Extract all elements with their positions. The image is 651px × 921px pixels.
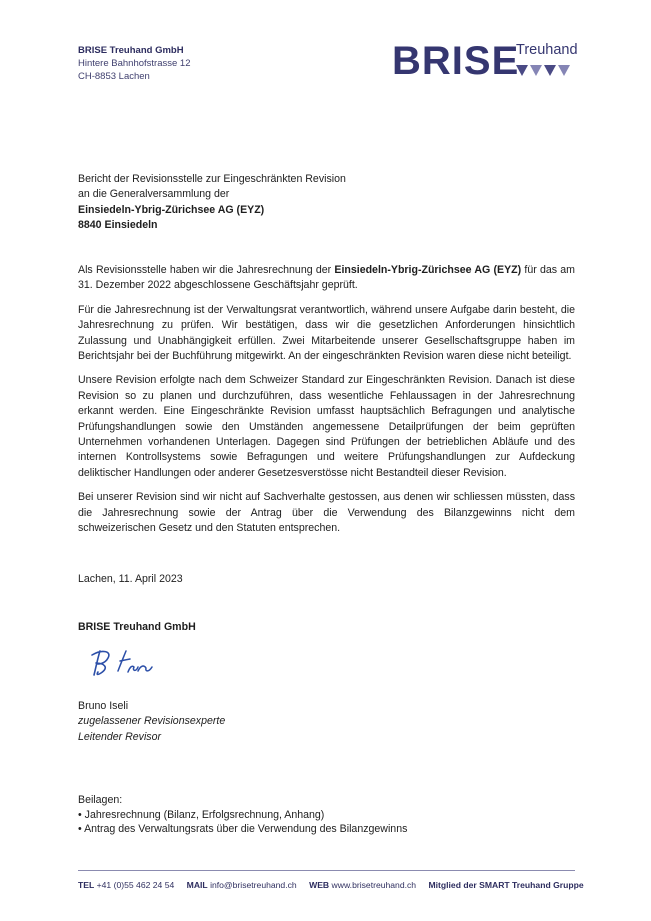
sender-company: BRISE Treuhand GmbH (78, 45, 184, 56)
recipient-block (78, 172, 346, 233)
logo-subtitle: Treuhand (516, 42, 578, 58)
sender-address (78, 44, 190, 83)
recipient-line: an die Generalversammlung der (78, 188, 230, 201)
signature-icon (88, 645, 168, 685)
recipient-company: Einsiedeln-Ybrig-Zürichsee AG (EYZ) (78, 203, 265, 216)
report-title: Bericht der Revisionsstelle zur Eingeschränkten Revision (78, 173, 346, 185)
signer-name: Bruno Iseli (78, 700, 129, 712)
paragraph-2: Für die Jahresrechnung ist der Verwaltungsrat verantwortlich, während unsere Aufgabe darin besteht, die Jahresrechnung zu prüfen. Wir bestätigen, dass wir die gesetzlichen Anforderungen hinsichtlich Zulassung und Unabhängigkeit erfüllen. Zwei Mitarbeitende unserer Gesellschaftsgruppe haben im Berichtsjahr bei der Buchführung mitgewirkt. An der eingeschränkten Revision waren diese nicht beteiligt. (78, 303, 575, 363)
footer-divider (78, 870, 575, 871)
signer-block (78, 699, 225, 745)
signer-role: zugelassener Revisionsexperte (78, 715, 226, 728)
attachment-item: • Antrag des Verwaltungsrats über die Verwendung des Bilanzgewinns (78, 823, 408, 836)
paragraph-4: Bei unserer Revision sind wir nicht auf Sachverhalte gestossen, aus denen wir schliessen müssten, dass die Jahresrechnung sowie der Antrag über die Verwendung des Bilanzgewinns nicht dem schweizerischen Gesetz und den Statuten entsprechen. (78, 491, 575, 535)
footer-member: Mitglied der SMART Treuhand Gruppe (428, 880, 584, 890)
attachments-label: Beilagen: (78, 794, 123, 806)
sender-city: CH-8853 Lachen (78, 71, 150, 82)
logo-word: BRISE (392, 39, 520, 83)
footer-mail-label: MAIL (186, 880, 208, 890)
recipient-city: 8840 Einsiedeln (78, 218, 158, 231)
footer-mail-link[interactable]: info@brisetreuhand.ch (210, 880, 297, 890)
company-name-bold: Einsiedeln-Ybrig-Zürichsee AG (EYZ) (334, 264, 522, 276)
report-body (78, 263, 575, 546)
signing-firm: BRISE Treuhand GmbH (78, 621, 196, 633)
brise-logo (392, 38, 582, 84)
footer-tel: +41 (0)55 462 24 54 (96, 880, 175, 890)
logo-triangles-icon (516, 64, 574, 78)
footer-web-label: WEB (309, 880, 330, 890)
attachment-item: • Jahresrechnung (Bilanz, Erfolgsrechnung, Anhang) (78, 808, 325, 821)
footer (78, 880, 584, 890)
signer-title: Leitender Revisor (78, 730, 162, 743)
date-line: Lachen, 11. April 2023 (78, 573, 183, 585)
attachments (78, 793, 407, 837)
paragraph-1: Als Revisionsstelle haben wir die Jahresrechnung der Einsiedeln-Ybrig-Zürichsee AG (EYZ) für das am 31. Dezember 2022 abgeschlossene Geschäftsjahr geprüft. (78, 264, 575, 292)
footer-web-link[interactable]: www.brisetreuhand.ch (331, 880, 417, 890)
paragraph-3: Unsere Revision erfolgte nach dem Schweizer Standard zur Eingeschränkten Revision. Danach ist diese Revision so zu planen und durchzuführen, dass wesentliche Fehlaussagen in der Jahresrechnung erkannt werden. Eine Eingeschränkte Revision umfasst hauptsächlich Befragungen und analytische Prüfungshandlungen sowie den Umständen angemessene Detailprüfungen der beim geprüften Unternehmen vorhandenen Unterlagen. Dagegen sind Prüfungen der betrieblichen Abläufe und des internen Kontrollsystems sowie Befragungen und weitere Prüfungshandlungen zur Aufdeckung deliktischer Handlungen oder anderer Gesetzesverstösse nicht Bestandteil dieser Revision. (78, 374, 575, 479)
sender-street: Hintere Bahnhofstrasse 12 (78, 58, 191, 69)
footer-tel-label: TEL (78, 880, 95, 890)
